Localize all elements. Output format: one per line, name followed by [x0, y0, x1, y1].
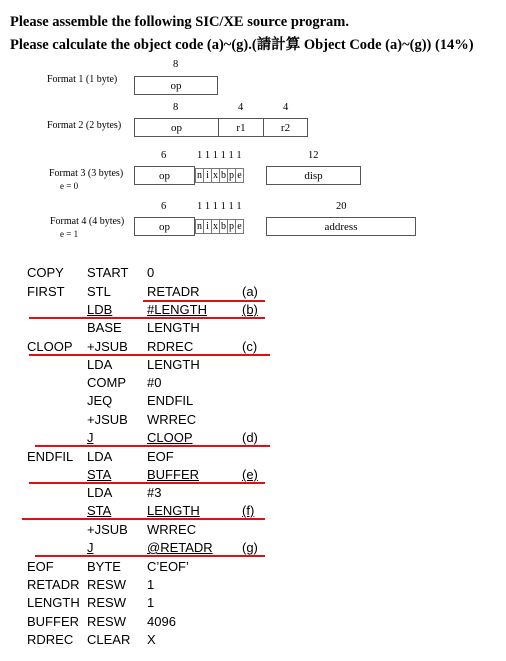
flag-x: x: [213, 221, 218, 232]
line-opcode: BYTE: [87, 559, 121, 574]
line-operand: EOF: [147, 449, 174, 464]
format-4-label: Format 4 (4 bytes): [50, 216, 125, 227]
format-3-disp-bits: 12: [308, 150, 319, 161]
line-operand: ENDFIL: [147, 393, 194, 408]
line-opcode: LDA: [87, 449, 113, 464]
format-2-r1-field: r1: [218, 118, 264, 137]
flag-e: e: [235, 219, 244, 234]
source-line: [0, 412, 506, 430]
answer-mark-c: (c): [242, 339, 258, 354]
source-line: [0, 375, 506, 393]
format-3-disp-field: disp: [266, 166, 361, 185]
red-underline-f: [22, 518, 265, 520]
flag-i: i: [203, 219, 212, 234]
line-operand: 1: [147, 595, 155, 610]
line-operand: 4096: [147, 614, 176, 629]
line-opcode: J: [87, 430, 94, 445]
format-2-op-bits: 8: [173, 102, 179, 113]
line-opcode: +JSUB: [87, 412, 128, 427]
format-1-bits: 8: [173, 59, 179, 70]
source-line: [0, 559, 506, 577]
line-label: COPY: [27, 265, 64, 280]
format-1-label: Format 1 (1 byte): [47, 74, 118, 85]
line-operand: 1: [147, 577, 155, 592]
format-2-r2-bits: 4: [283, 102, 289, 113]
line-operand: X: [147, 632, 156, 647]
line-operand: CLOOP: [147, 430, 193, 445]
red-underline-e: [29, 482, 265, 484]
question-line-2: Please calculate the object code (a)~(g).(請計算 Object Code (a)~(g)) (14%): [10, 37, 474, 53]
red-underline-c: [29, 354, 270, 356]
format-4-flag-bits: 1 1 1 1 1 1: [197, 201, 242, 212]
line-opcode: BASE: [87, 320, 122, 335]
red-underline-a: [143, 300, 265, 302]
line-label: BUFFER: [27, 614, 79, 629]
line-opcode: LDB: [87, 302, 113, 317]
format-4-address-field: address: [266, 217, 416, 236]
flag-n: n: [197, 221, 202, 232]
line-operand: BUFFER: [147, 467, 199, 482]
answer-mark-g: (g): [242, 540, 258, 555]
source-line: [0, 393, 506, 411]
line-opcode: CLEAR: [87, 632, 131, 647]
line-opcode: +JSUB: [87, 522, 128, 537]
line-operand: WRREC: [147, 412, 197, 427]
question-line-1: Please assemble the following SIC/XE source program.: [10, 14, 349, 30]
format-2-op-field: op: [134, 118, 219, 137]
line-operand: #0: [147, 375, 162, 390]
line-opcode: JEQ: [87, 393, 113, 408]
answer-mark-e: (e): [242, 467, 258, 482]
source-line: [0, 577, 506, 595]
flag-x: x: [213, 170, 218, 181]
line-opcode: LDA: [87, 485, 113, 500]
flag-i: i: [203, 168, 212, 183]
line-opcode: STA: [87, 467, 112, 482]
format-2-r2-field: r2: [263, 118, 308, 137]
line-opcode: RESW: [87, 614, 126, 629]
format-3-e-note: e = 0: [60, 181, 79, 191]
red-underline-g: [35, 555, 265, 557]
line-opcode: COMP: [87, 375, 126, 390]
flag-b: b: [221, 221, 226, 232]
line-label: LENGTH: [27, 595, 80, 610]
line-opcode: STL: [87, 284, 111, 299]
flag-p: p: [229, 221, 234, 232]
line-operand: #LENGTH: [147, 302, 207, 317]
red-underline-b: [29, 317, 265, 319]
line-opcode: +JSUB: [87, 339, 128, 354]
line-opcode: RESW: [87, 577, 126, 592]
format-4-e-note: e = 1: [60, 229, 79, 239]
source-line: [0, 614, 506, 632]
line-operand: @RETADR: [147, 540, 213, 555]
line-operand: LENGTH: [147, 320, 200, 335]
line-operand: WRREC: [147, 522, 197, 537]
source-line: [0, 449, 506, 467]
line-opcode: STA: [87, 503, 112, 518]
format-3-flag-bits: 1 1 1 1 1 1: [197, 150, 242, 161]
line-opcode: LDA: [87, 357, 113, 372]
answer-mark-b: (b): [242, 302, 258, 317]
format-3-flag-fields: [196, 168, 244, 183]
line-label: CLOOP: [27, 339, 73, 354]
flag-n: n: [197, 170, 202, 181]
line-operand: LENGTH: [147, 503, 200, 518]
format-2-label: Format 2 (2 bytes): [47, 120, 122, 131]
flag-e: e: [235, 168, 244, 183]
answer-mark-f: (f): [242, 503, 255, 518]
line-operand: LENGTH: [147, 357, 200, 372]
line-operand: C’EOF’: [147, 559, 189, 574]
source-line: [0, 485, 506, 503]
source-line: [0, 265, 506, 283]
line-operand: RDREC: [147, 339, 194, 354]
source-line: [0, 595, 506, 613]
line-operand: #3: [147, 485, 162, 500]
format-3-label: Format 3 (3 bytes): [49, 168, 124, 179]
line-label: FIRST: [27, 284, 65, 299]
source-line: [0, 357, 506, 375]
flag-b: b: [221, 170, 226, 181]
red-underline-d: [35, 445, 270, 447]
source-line: [0, 632, 506, 650]
format-3-op-bits: 6: [161, 150, 167, 161]
line-opcode: J: [87, 540, 94, 555]
format-3-op-field: op: [134, 166, 195, 185]
line-opcode: START: [87, 265, 129, 280]
format-4-op-field: op: [134, 217, 195, 236]
line-opcode: RESW: [87, 595, 126, 610]
line-label: RDREC: [27, 632, 74, 647]
format-4-op-bits: 6: [161, 201, 167, 212]
format-4-addr-bits: 20: [336, 201, 347, 212]
line-operand: RETADR: [147, 284, 200, 299]
format-1-op-field: op: [134, 76, 218, 95]
line-label: EOF: [27, 559, 54, 574]
line-operand: 0: [147, 265, 155, 280]
answer-mark-d: (d): [242, 430, 258, 445]
line-label: RETADR: [27, 577, 80, 592]
format-2-r1-bits: 4: [238, 102, 244, 113]
answer-mark-a: (a): [242, 284, 258, 299]
source-line: [0, 320, 506, 338]
flag-p: p: [229, 170, 234, 181]
source-line: [0, 522, 506, 540]
line-label: ENDFIL: [27, 449, 74, 464]
format-4-flag-fields: [196, 219, 244, 234]
